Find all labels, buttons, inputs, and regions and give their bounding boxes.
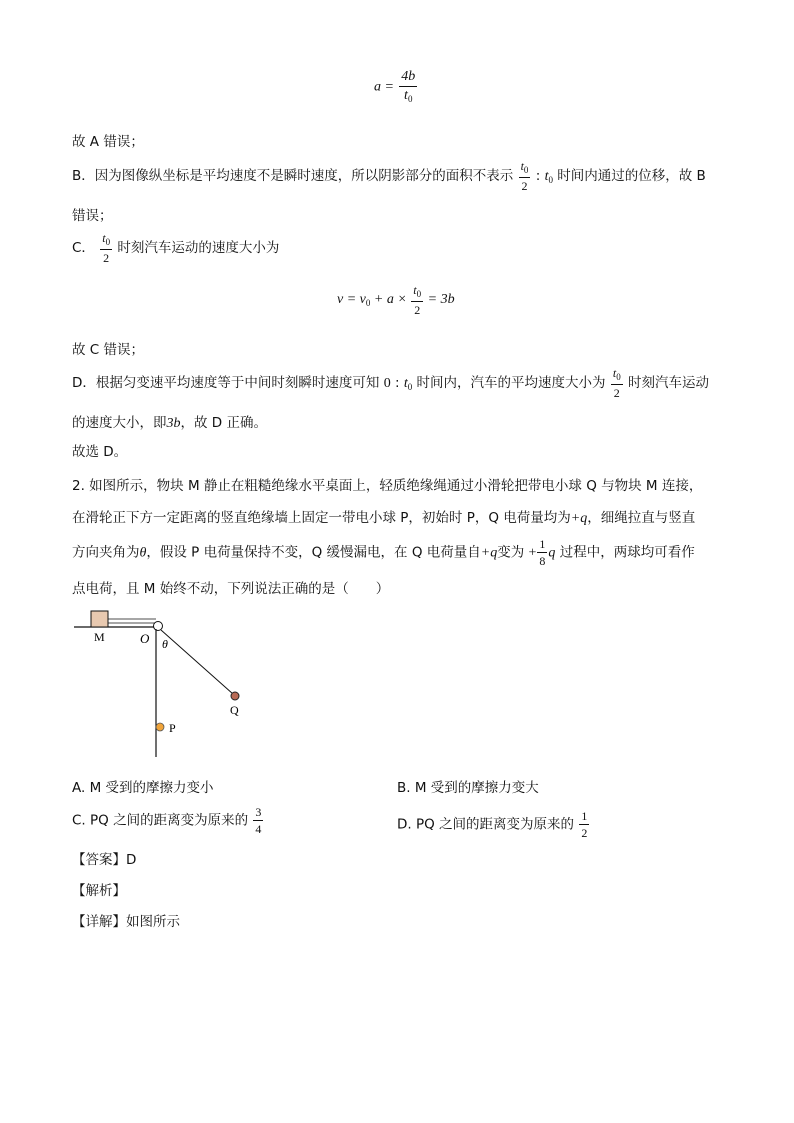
block-m xyxy=(91,611,108,627)
choice-a: A. M 受到的摩擦力变小 xyxy=(72,780,214,796)
option-d-suffix: 时刻汽车运动 xyxy=(627,375,709,391)
answer-label: 【答案】 xyxy=(72,852,126,868)
option-c-fraction: $\frac{t_0}{2}$ xyxy=(102,231,111,265)
line-c-wrong: 故 C 错误； xyxy=(72,342,145,358)
option-d-line1: D．根据匀变速平均速度等于中间时刻瞬时速度可知 0 : $t_0$ 时间内，汽车的平均速度大小为 $\frac{t_0}{2}$ 时刻汽车运动 xyxy=(72,366,709,400)
formula-velocity-fraction: $\frac{t_0}{2}$ xyxy=(413,283,422,317)
formula-lhs: a = xyxy=(374,79,394,95)
question2-line4: 点电荷，且 M 始终不动，下列说法正确的是（ ） xyxy=(72,581,390,597)
choice-b: B. M 受到的摩擦力变大 xyxy=(397,780,539,796)
question2-line3: 方向夹角为θ，假设 P 电荷量保持不变，Q 缓慢漏电，在 Q 电荷量自+q变为 + $\frac{1}{8}$ q 过程中，两球均可看作 xyxy=(72,537,695,568)
label-p: P xyxy=(169,721,176,735)
string-to-q xyxy=(161,630,233,694)
label-m: M xyxy=(94,630,105,644)
option-b-line1 xyxy=(72,160,706,192)
option-b-line2: 错误； xyxy=(72,208,113,224)
label-o: O xyxy=(140,631,150,646)
fraction-numerator: 4b xyxy=(399,70,417,87)
option-b-fraction: $\frac{t_0}{2}$ xyxy=(520,159,529,193)
option-b-suffix: 时间内通过的位移，故 B xyxy=(557,168,706,184)
option-b-t0: $t_0$ xyxy=(544,169,553,185)
option-d-prefix: D．根据匀变速平均速度等于中间时刻瞬时速度可知 xyxy=(72,375,380,391)
question2-fraction: $\frac{1}{8}$ xyxy=(539,537,546,568)
physics-diagram xyxy=(68,605,258,761)
detail-label: 【详解】 xyxy=(72,914,126,930)
option-b-prefix: B．因为图像纵坐标是平均速度不是瞬时速度，所以阴影部分的面积不表示 xyxy=(72,168,514,184)
detail-text: 如图所示 xyxy=(126,914,180,930)
option-b-colon: : xyxy=(535,168,541,184)
option-c-line xyxy=(72,232,279,264)
option-d-fraction: $\frac{t_0}{2}$ xyxy=(612,366,621,400)
option-c-suffix: 时刻汽车运动的速度大小为 xyxy=(117,240,280,256)
ball-p xyxy=(156,723,164,731)
question2-line2: 在滑轮正下方一定距离的竖直绝缘墙上固定一带电小球 P，初始时 P，Q 电荷量均为+q，细绳拉直与竖直 xyxy=(72,510,696,526)
line-a-wrong: 故 A 错误； xyxy=(72,134,144,150)
choice-d: D. PQ 之间的距离变为原来的 $\frac{1}{2}$ xyxy=(397,809,588,840)
option-d-middle: 时间内，汽车的平均速度大小为 xyxy=(416,375,606,391)
formula-fraction xyxy=(399,70,417,104)
detail-line xyxy=(72,910,180,930)
choice-c-fraction: $\frac{3}{4}$ xyxy=(255,805,262,836)
choice-d-fraction: $\frac{1}{2}$ xyxy=(581,809,588,840)
answer-value: D xyxy=(126,852,137,868)
pulley xyxy=(154,622,163,631)
option-d-line2: 的速度大小，即3b，故 D 正确。 xyxy=(72,415,267,431)
option-c-prefix: C． xyxy=(72,240,95,256)
question2-line1: 2. 如图所示，物块 M 静止在粗糙绝缘水平桌面上，轻质绝缘绳通过小滑轮把带电小球 Q 与物块 M 连接， xyxy=(72,478,703,494)
ball-q xyxy=(231,692,239,700)
choice-c: C. PQ 之间的距离变为原来的 $\frac{3}{4}$ xyxy=(72,805,262,836)
choose-d: 故选 D。 xyxy=(72,444,128,460)
fraction-denominator: $t_0$ xyxy=(404,88,413,104)
answer-line xyxy=(72,848,136,868)
formula-velocity: $v = v_0 + a$ × $\frac{t_0}{2}$ = 3b xyxy=(337,283,455,317)
label-theta: θ xyxy=(162,637,168,651)
analysis-label: 【解析】 xyxy=(72,883,126,899)
label-q: Q xyxy=(230,703,239,717)
formula-acceleration xyxy=(374,70,418,104)
